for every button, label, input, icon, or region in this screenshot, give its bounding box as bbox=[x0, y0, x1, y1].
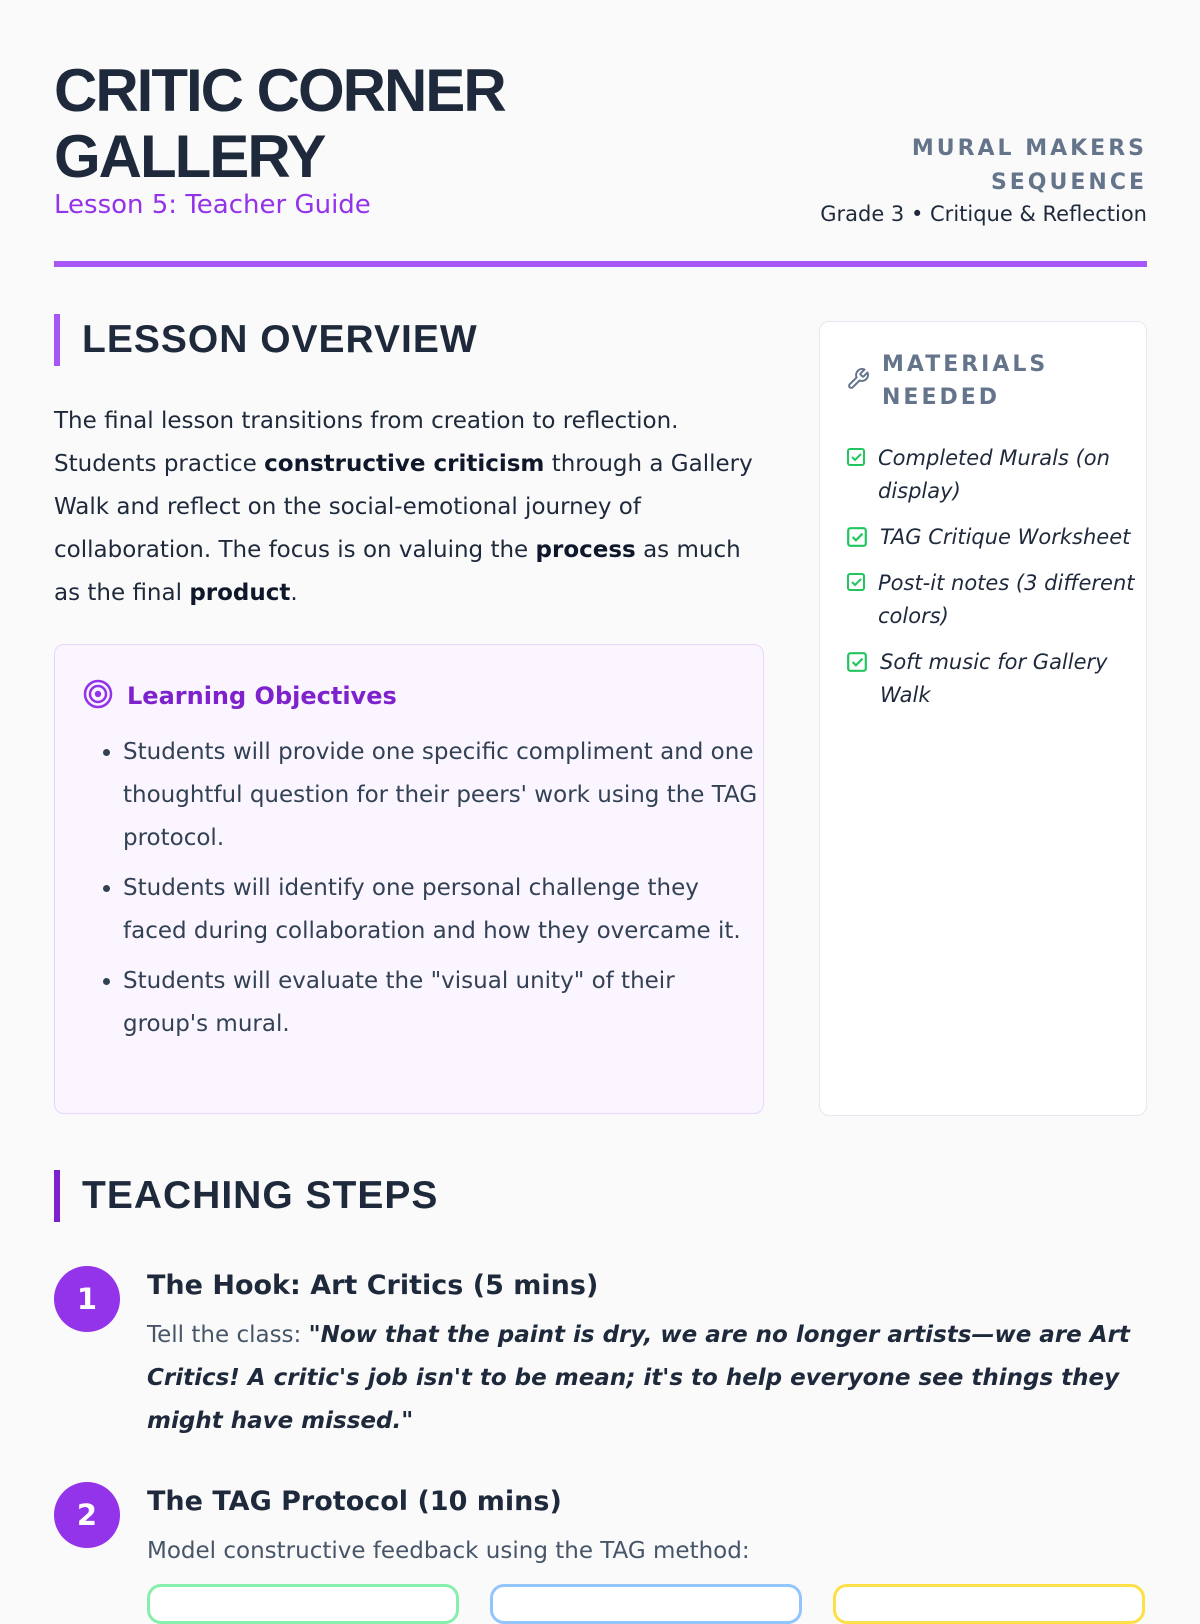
step-number: 2 bbox=[54, 1482, 120, 1548]
title-line-2: GALLERY bbox=[54, 123, 325, 190]
check-square-icon bbox=[846, 526, 868, 552]
objectives-list bbox=[95, 731, 763, 1053]
check-square-icon bbox=[846, 651, 868, 677]
step-title: The Hook: Art Critics (5 mins) bbox=[147, 1270, 599, 1301]
objective-item: • Students will provide one specific compliment and one thoughtful question for their peers' work using the TAG protocol. bbox=[123, 731, 763, 860]
check-square-icon bbox=[846, 572, 866, 596]
tag-card-tell bbox=[147, 1584, 459, 1624]
title-line-1: CRITIC CORNER bbox=[54, 57, 505, 124]
tag-card-ask bbox=[490, 1584, 802, 1624]
materials-card bbox=[819, 321, 1147, 1116]
materials-heading: MATERIALS NEEDED bbox=[882, 352, 1049, 410]
material-item bbox=[846, 567, 1136, 633]
page-subtitle: Lesson 5: Teacher Guide bbox=[54, 190, 371, 220]
step-body bbox=[147, 1314, 1147, 1443]
objective-item: • Students will evaluate the "visual unity" of their group's mural. bbox=[123, 960, 763, 1046]
steps-heading: TEACHING STEPS bbox=[54, 1170, 438, 1222]
overview-text-2: through a Gallery Walk and reflect on the social-emotional journey of collaboration. The focus is on valuing the bbox=[54, 451, 753, 563]
overview-bold-1: constructive criticism bbox=[264, 451, 545, 477]
series-label bbox=[887, 132, 1147, 200]
material-text: TAG Critique Worksheet bbox=[880, 525, 1131, 549]
material-text: Soft music for Gallery Walk bbox=[880, 650, 1108, 707]
wrench-icon bbox=[846, 367, 870, 395]
overview-text bbox=[54, 400, 759, 615]
step-lead: Tell the class: bbox=[147, 1322, 309, 1348]
overview-text-3: as much as the final bbox=[54, 537, 741, 606]
header-divider bbox=[54, 261, 1147, 267]
page-title bbox=[54, 58, 505, 190]
check-square-icon bbox=[846, 447, 866, 471]
materials-header bbox=[846, 348, 1082, 414]
overview-bold-3: product bbox=[189, 580, 291, 606]
target-icon bbox=[83, 679, 113, 713]
step-body: Model constructive feedback using the TAG method: bbox=[147, 1538, 750, 1564]
learning-objectives-box bbox=[54, 644, 764, 1114]
material-item bbox=[846, 442, 1136, 508]
series-line-2: SEQUENCE bbox=[990, 170, 1147, 195]
material-item bbox=[846, 646, 1136, 712]
materials-list bbox=[846, 442, 1136, 725]
objective-item: • Students will identify one personal challenge they faced during collaboration and how they overcame it. bbox=[123, 867, 763, 953]
step-quote: "Now that the paint is dry, we are no longer artists—we are Art Critics! A critic's job isn't to be mean; it's to help everyone see things they might have missed." bbox=[147, 1322, 1130, 1434]
lesson-page bbox=[54, 0, 1147, 1600]
material-text: Completed Murals (on display) bbox=[878, 446, 1110, 503]
step-title: The TAG Protocol (10 mins) bbox=[147, 1486, 562, 1517]
overview-text-4: . bbox=[290, 580, 298, 606]
overview-text-1: The final lesson transitions from creation to reflection. Students practice bbox=[54, 408, 679, 477]
grade-info: Grade 3 • Critique & Reflection bbox=[820, 202, 1147, 226]
objectives-heading: Learning Objectives bbox=[127, 682, 397, 710]
objectives-header bbox=[83, 679, 397, 713]
tag-card-give bbox=[833, 1584, 1145, 1624]
step-number: 1 bbox=[54, 1266, 120, 1332]
series-line-1: MURAL MAKERS bbox=[911, 136, 1147, 161]
overview-bold-2: process bbox=[535, 537, 636, 563]
overview-heading: LESSON OVERVIEW bbox=[54, 314, 478, 366]
material-text: Post-it notes (3 different colors) bbox=[878, 571, 1135, 628]
material-item bbox=[846, 521, 1136, 554]
